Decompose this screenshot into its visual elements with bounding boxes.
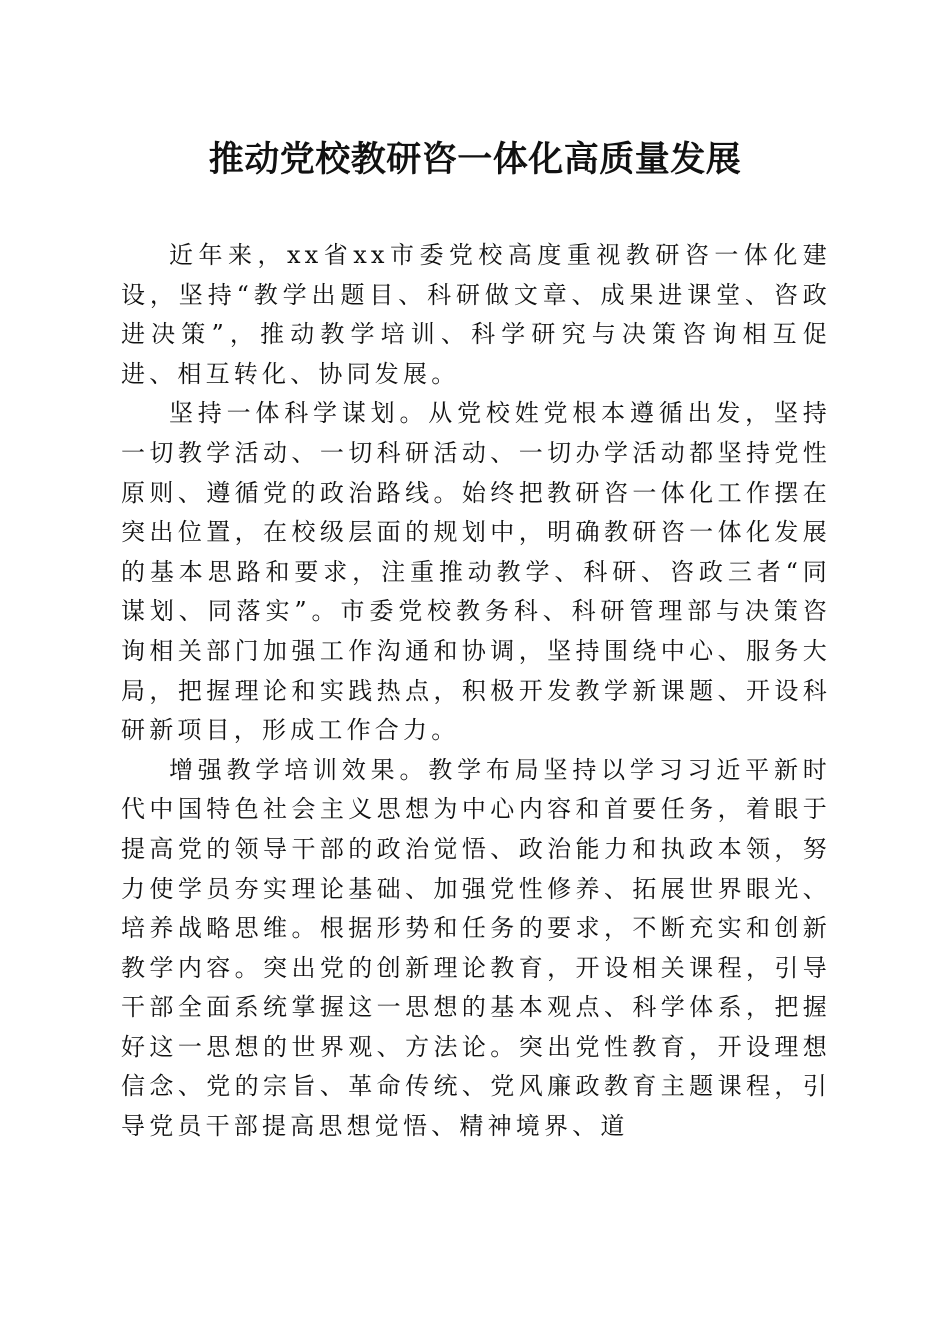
paragraph-teaching: 增强教学培训效果。教学布局坚持以学习习近平新时代中国特色社会主义思想为中心内容和首要任务，着眼于提高党的领导干部的政治觉悟、政治能力和执政本领，努力使学员夯实理论基础、加强党性修养、拓展世界眼光、培养战略思维。根据形势和任务的要求，不断充实和创新教学内容。突出党的创新理论教育，开设相关课程，引导干部全面系统掌握这一思想的基本观点、科学体系，把握好这一思想的世界观、方法论。突出党性教育，开设理想信念、党的宗旨、革命传统、党风廉政教育主题课程，引导党员干部提高思想觉悟、精神境界、道 xyxy=(121,755,831,1141)
document-title: 推动党校教研咨一体化高质量发展 xyxy=(208,139,742,180)
document-body xyxy=(121,236,831,1147)
paragraph-intro: 近年来，xx省xx市委党校高度重视教研咨一体化建设，坚持“教学出题目、科研做文章、成果进课堂、咨政进决策”，推动教学培训、科学研究与决策咨询相互促进、相互转化、协同发展。 xyxy=(121,241,831,388)
paragraph-planning: 坚持一体科学谋划。从党校姓党根本遵循出发，坚持一切教学活动、一切科研活动、一切办学活动都坚持党性原则、遵循党的政治路线。始终把教研咨一体化工作摆在突出位置，在校级层面的规划中，明确教研咨一体化发展的基本思路和要求，注重推动教学、科研、咨政三者“同谋划、同落实”。市委党校教务科、科研管理部与决策咨询相关部门加强工作沟通和协调，坚持围绕中心、服务大局，把握理论和实践热点，积极开发教学新课题、开设科研新项目，形成工作合力。 xyxy=(121,399,831,745)
